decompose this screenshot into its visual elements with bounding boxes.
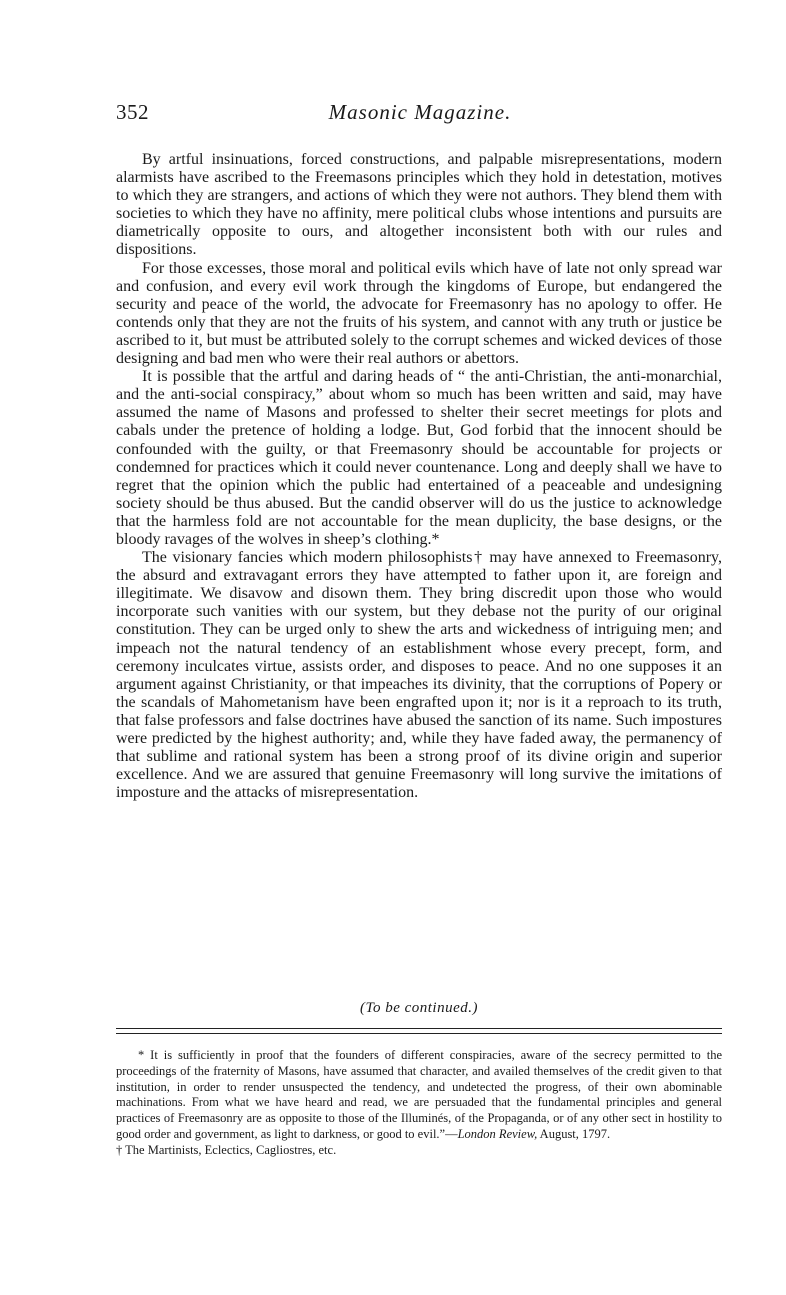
- page-header: [116, 100, 724, 134]
- footnote-rule-secondary: [116, 1033, 722, 1034]
- body-paragraph: By artful insinuations, forced constructions, and palpable misrepresentations, modern alarmists have ascribed to the Freemasons principles which they hold in detestation, motives to which they are strangers, and actions of which they were not authors. They blend them with societies to which they have no affinity, mere political clubs whose intentions and pursuits are diametrically opposite to ours, and altogether inconsistent both with our rules and dispositions.: [116, 151, 722, 259]
- to-be-continued: (To be continued.): [359, 1000, 478, 1016]
- page-number: 352: [116, 100, 149, 124]
- footnote-1-date: August, 1797.: [537, 1126, 611, 1141]
- running-title: Masonic Magazine.: [328, 100, 512, 124]
- body-paragraph: The visionary fancies which modern philosophists† may have annexed to Freemasonry, the absurd and extravagant errors they have attempted to father upon it, are foreign and illegitimate. We disavow and disown them. They bring discredit upon those who would incorporate such vanities with our system, but they debase not the purity of our original constitution. They can be urged only to shew the arts and wickedness of intriguing men; and impeach not the natural tendency of an establishment whose every precept, form, and ceremony inculcates virtue, assists order, and disposes to peace. And no one supposes it an argument against Christianity, or that impeaches its divinity, that the corruptions of Popery or the scandals of Mahometanism have been engrafted upon it; nor is it a reproach to its truth, that false professors and false doctrines have abused the sanction of its name. Such impostures were predicted by the highest authority; and, while they have faded away, the permanency of that sublime and rational system has been a strong proof of its divine origin and superior excellence. And we are assured that genuine Freemasonry will long survive the imitations of imposture and the attacks of misrepresentation.: [116, 549, 722, 802]
- body-paragraph: It is possible that the artful and daring heads of “ the anti-Christian, the anti-monarchial, and the anti-social conspiracy,” about whom so much has been written and said, may have assumed the name of Masons and professed to shelter their secret meetings for plots and cabals under the pretence of holding a lodge. But, God forbid that the innocent should be confounded with the guilty, or that Freemasonry should be accountable for projects or condemned for practices which it could never countenance. Long and deeply shall we have to regret that the opinion which the public had entertained of a peaceable and undesigning society should be thus abused. But the candid observer will do us the justice to acknowledge that the harmless fold are not accountable for the mean duplicity, the base designs, or the bloody ravages of the wolves in sheep’s clothing.*: [116, 368, 722, 548]
- footnote-1: [116, 1048, 722, 1143]
- footnote-2: † The Martinists, Eclectics, Cagliostres, etc.: [116, 1142, 337, 1157]
- footnotes: [116, 1048, 722, 1159]
- footnote-rule: [116, 1028, 722, 1029]
- article-body: [116, 151, 722, 802]
- body-paragraph: For those excesses, those moral and political evils which have of late not only spread war and confusion, and every evil work through the kingdoms of Europe, but endangered the security and peace of the world, the advocate for Freemasonry has no apology to offer. He contends only that they are not the fruits of his system, and cannot with any truth or justice be ascribed to it, but must be attributed solely to the corrupt schemes and wicked devices of those designing and bad men who were their real authors or abettors.: [116, 259, 722, 368]
- footnote-1-source: London Review,: [457, 1126, 538, 1141]
- footnote-1-text: * It is sufficiently in proof that the founders of different conspiracies, aware of the secrecy permitted to the proceedings of the fraternity of Masons, have assumed that character, and availed themselves of the credit given to that institution, in order to render unsuspected the tendency, and undetected the progress, of their own abominable machinations. From what we have heard and read, we are persuaded that the fundamental principles and general practices of Freemasonry are as opposite to those of the Illuminés, of the Propaganda, or of any other sect in hostility to good order and government, as light to darkness, or good to evil.”—: [116, 1048, 722, 1141]
